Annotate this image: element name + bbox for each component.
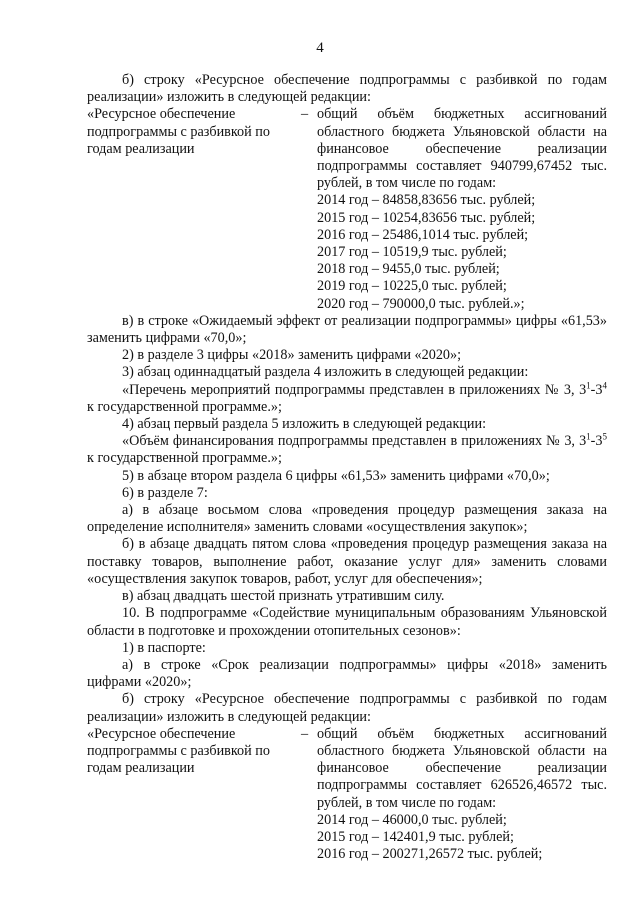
resource-desc-1: общий объём бюджетных ассигнований областного бюджета Ульяновской области на финансовое обеспечение реализации подпрограммы составляет 940799,67452 тыс. рублей, в том числе по годам: bbox=[317, 106, 607, 192]
year-line: 2015 год – 10254,83656 тыс. рублей; bbox=[317, 209, 536, 226]
year-line: 2017 год – 10519,9 тыс. рублей; bbox=[317, 244, 507, 261]
year-line: 2015 год – 142401,9 тыс. рублей; bbox=[317, 828, 514, 845]
year-line: 2019 год – 10225,0 тыс. рублей; bbox=[317, 278, 507, 295]
paragraph: 2) в разделе 3 цифры «2018» заменить цифрами «2020»; bbox=[122, 347, 462, 364]
text-span: -3 bbox=[590, 433, 603, 450]
paragraph-intro-1: б) строку «Ресурсное обеспечение подпрограммы с разбивкой по годам реализации» изложить в следующей редакции: bbox=[87, 72, 607, 106]
resource-table-2 bbox=[87, 726, 607, 864]
document-body bbox=[87, 72, 607, 863]
resource-desc-2: общий объём бюджетных ассигнований областного бюджета Ульяновской области на финансовое обеспечение реализации подпрограммы составляет 626526,46572 тыс. рублей, в том числе по годам: bbox=[317, 725, 607, 811]
superscript: 1 bbox=[586, 379, 591, 390]
paragraph: 6) в разделе 7: bbox=[122, 484, 208, 501]
paragraph-with-superscripts bbox=[87, 433, 607, 467]
text-span: «Объём финансирования подпрограммы представлен в приложениях № 3, 3 bbox=[122, 433, 587, 450]
year-line: 2018 год – 9455,0 тыс. рублей; bbox=[317, 261, 500, 278]
paragraph: а) в абзаце восьмом слова «проведения процедур размещения заказа на определение исполнителя» заменить словами «осуществления закупок»; bbox=[87, 502, 607, 536]
paragraph: 3) абзац одиннадцатый раздела 4 изложить в следующей редакции: bbox=[122, 364, 529, 381]
resource-table-1 bbox=[87, 106, 607, 312]
year-line: 2014 год – 84858,83656 тыс. рублей; bbox=[317, 192, 536, 209]
text-span: -3 bbox=[590, 381, 603, 398]
resource-value-1 bbox=[317, 106, 607, 312]
text-span: «Перечень мероприятий подпрограммы представлен в приложениях № 3, 3 bbox=[122, 381, 587, 398]
resource-value-2 bbox=[317, 726, 607, 864]
resource-label-2: «Ресурсное обеспечение подпрограммы с разбивкой по годам реализации bbox=[87, 725, 270, 777]
paragraph: а) в строке «Срок реализации подпрограммы» цифры «2018» заменить цифрами «2020»; bbox=[87, 656, 607, 691]
paragraph-with-superscripts bbox=[87, 379, 607, 416]
year-line: 2014 год – 46000,0 тыс. рублей; bbox=[317, 811, 507, 828]
year-line: 2016 год – 25486,1014 тыс. рублей; bbox=[317, 226, 529, 243]
text-span: к государственной программе.»; bbox=[87, 450, 282, 467]
superscript: 5 bbox=[602, 431, 607, 442]
year-line: 2016 год – 200271,26572 тыс. рублей; bbox=[317, 846, 543, 863]
paragraph: в) в строке «Ожидаемый эффект от реализации подпрограммы» цифры «61,53» заменить цифрами «70,0»; bbox=[87, 312, 607, 347]
resource-dash-1: – bbox=[300, 106, 309, 123]
superscript: 4 bbox=[602, 379, 607, 390]
paragraph: б) в абзаце двадцать пятом слова «проведения процедур размещения заказа на поставку товаров, выполнение работ, оказание услуг для» заменить словами «осуществления закупок товаров, работ, услуг для обеспечения»; bbox=[87, 536, 607, 587]
text-span: к государственной программе.»; bbox=[87, 398, 282, 415]
paragraph: б) строку «Ресурсное обеспечение подпрограммы с разбивкой по годам реализации» изложить в следующей редакции: bbox=[87, 691, 607, 725]
superscript: 1 bbox=[586, 431, 591, 442]
paragraph: в) абзац двадцать шестой признать утратившим силу. bbox=[122, 588, 445, 605]
paragraph: 5) в абзаце втором раздела 6 цифры «61,53» заменить цифрами «70,0»; bbox=[122, 467, 550, 484]
paragraph: 4) абзац первый раздела 5 изложить в следующей редакции: bbox=[122, 416, 487, 433]
year-line: 2020 год – 790000,0 тыс. рублей.»; bbox=[317, 295, 525, 312]
resource-label-1: «Ресурсное обеспечение подпрограммы с разбивкой по годам реализации bbox=[87, 106, 270, 157]
resource-dash-2: – bbox=[300, 725, 309, 742]
paragraph: 10. В подпрограмме «Содействие муниципальным образованиям Ульяновской области в подготовке и прохождении отопительных сезонов»: bbox=[87, 605, 607, 639]
paragraph: 1) в паспорте: bbox=[122, 639, 206, 656]
page-number: 4 bbox=[316, 40, 324, 56]
